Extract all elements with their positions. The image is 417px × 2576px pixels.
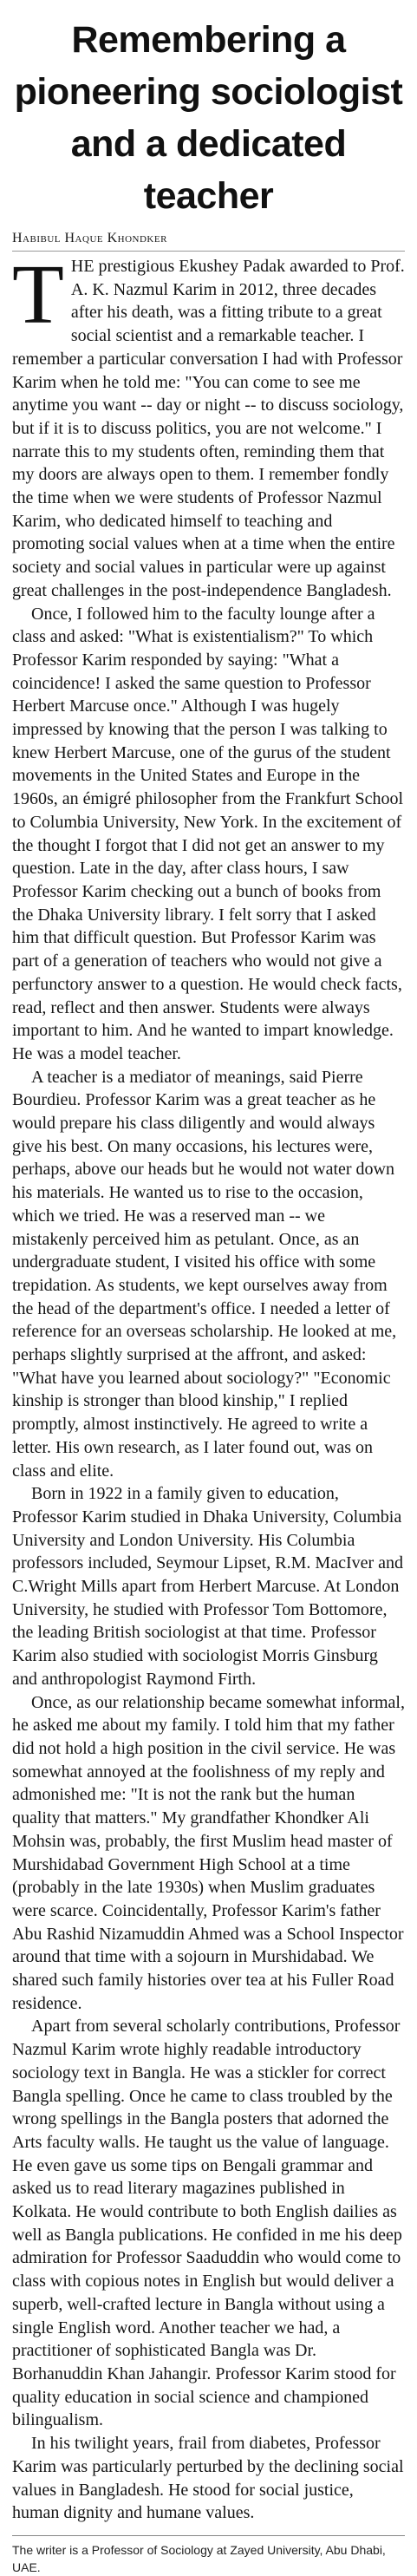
headline-line-2: pioneering sociologist xyxy=(14,71,403,113)
article-body xyxy=(12,248,405,2525)
article-paragraph: Once, as our relationship became somewhat informal, he asked me about my family. I told him that my father did not hold a high position in the civil service. He was somewhat annoyed at the foolishness of my reply and admonished me: "It is not the rank but the human quality that matters." My grandfather Khondker Ali Mohsin was, probably, the first Muslim head master of Murshidabad Government High School at a time (probably in the late 1930s) when Muslim graduates were scarce. Coincidentally, Professor Karim's father Abu Rashid Nizamuddin Ahmed was a School Inspector around that time with a sojourn in Murshidabad. We shared such family histories over tea at his Fuller Road residence. xyxy=(12,1692,405,2013)
article-paragraph: Born in 1922 in a family given to education, Professor Karim studied in Dhaka University, Columbia University and London University. His Columbia professors included, Seymour Lipset, R.M. MacIver and C.Wright Mills apart from Herbert Marcuse. At London University, he studied with Professor Tom Bottomore, the leading British sociologist at that time. Professor Karim also studied with sociologist Morris Ginsburg and anthropologist Raymond Firth. xyxy=(12,1484,404,1689)
article-paragraph: In his twilight years, frail from diabetes, Professor Karim was particularly perturbed by the declining social values in Bangladesh. He stood for social justice, human dignity and humane values. xyxy=(12,2434,404,2523)
headline-line-1: Remembering a xyxy=(71,19,346,61)
article-paragraph xyxy=(12,248,405,603)
article-headline xyxy=(12,14,405,222)
article-paragraph: A teacher is a mediator of meanings, said Pierre Bourdieu. Professor Karim was a great teacher as he would prepare his class diligently and would always give his best. On many occasions, his lectures were, perhaps, above our heads but he would not water down his materials. He wanted us to rise to the occasion, which we tried. He was a reserved man -- we mistakenly perceived him as petulant. Once, as an undergraduate student, I visited his office with some trepidation. As students, we kept ourselves away from the head of the department's office. I needed a letter of reference for an overseas scholarship. He looked at me, perhaps slightly surprised at the affront, and asked: "What have you learned about sociology?" "Economic kinship is stronger than blood kinship," I replied promptly, almost instinctively. He agreed to write a letter. His own research, as I later found out, was on class and elite. xyxy=(12,1067,397,1481)
drop-cap: T xyxy=(12,248,64,342)
headline-line-3: and a dedicated teacher xyxy=(70,123,347,217)
paragraph-text: HE prestigious Ekushey Padak awarded to Prof. A. K. Nazmul Karim in 2012, three decades after his death, was a fitting tribute to a great social scientist and a remarkable teacher. I remember a particular conversation I had with Professor Karim when he told me: "You can come to see me anytime you want -- day or night -- to discuss sociology, but if it is to discuss politics, you are not welcome." I narrate this to my students often, reminding them that my doors are always open to them. I remember fondly the time when we were students of Professor Nazmul Karim, who dedicated himself to teaching and promoting social values when at a time when the entire society and social values in particular were up against great challenges in the post-independence Bangladesh. xyxy=(12,257,405,600)
article-paragraph: Apart from several scholarly contributions, Professor Nazmul Karim wrote highly readable introductory sociology text in Bangla. He was a stickler for correct Bangla spelling. Once he came to class troubled by the wrong spellings in the Bangla posters that adorned the Arts faculty walls. He taught us the value of language. He even gave us some tips on Bengali grammar and asked us to read literary magazines published in Kolkata. He would contribute to both English dailies as well as Bangla publications. He confided in me his deep admiration for Professor Saaduddin who would come to class with copious notes in English but would deliver a superb, well-crafted lecture in Bangla without using a single English word. Another teacher we had, a practitioner of sophisticated Bangla was Dr. Borhanuddin Khan Jahangir. Professor Karim stood for quality education in social science and championed bilingualism. xyxy=(12,2017,402,2430)
article-paragraph: Once, I followed him to the faculty lounge after a class and asked: "What is existentialism?" To which Professor Karim responded by saying: "What a coincidence! I asked the same question to Professor Herbert Marcuse once." Although I was hugely impressed by knowing that the person I was talking to knew Herbert Marcuse, one of the gurus of the student movements in the United States and Europe in the 1960s, an émigré philosopher from the Frankfurt School to Columbia University, New York. In the excitement of the thought I forgot that I did not get an answer to my question. Late in the day, after class hours, I saw Professor Karim checking out a bunch of books from the Dhaka University library. I felt sorry that I asked him that difficult question. But Professor Karim was part of a generation of teachers who would not give a perfunctory answer to a question. He would check facts, read, reflect and then answer. Students were always important to him. And he wanted to impart knowledge. He was a model teacher. xyxy=(12,604,404,1063)
author-byline: Habibul Haque Khondker xyxy=(12,231,405,252)
author-footnote: The writer is a Professor of Sociology at Zayed University, Abu Dhabi, UAE. xyxy=(12,2535,405,2576)
